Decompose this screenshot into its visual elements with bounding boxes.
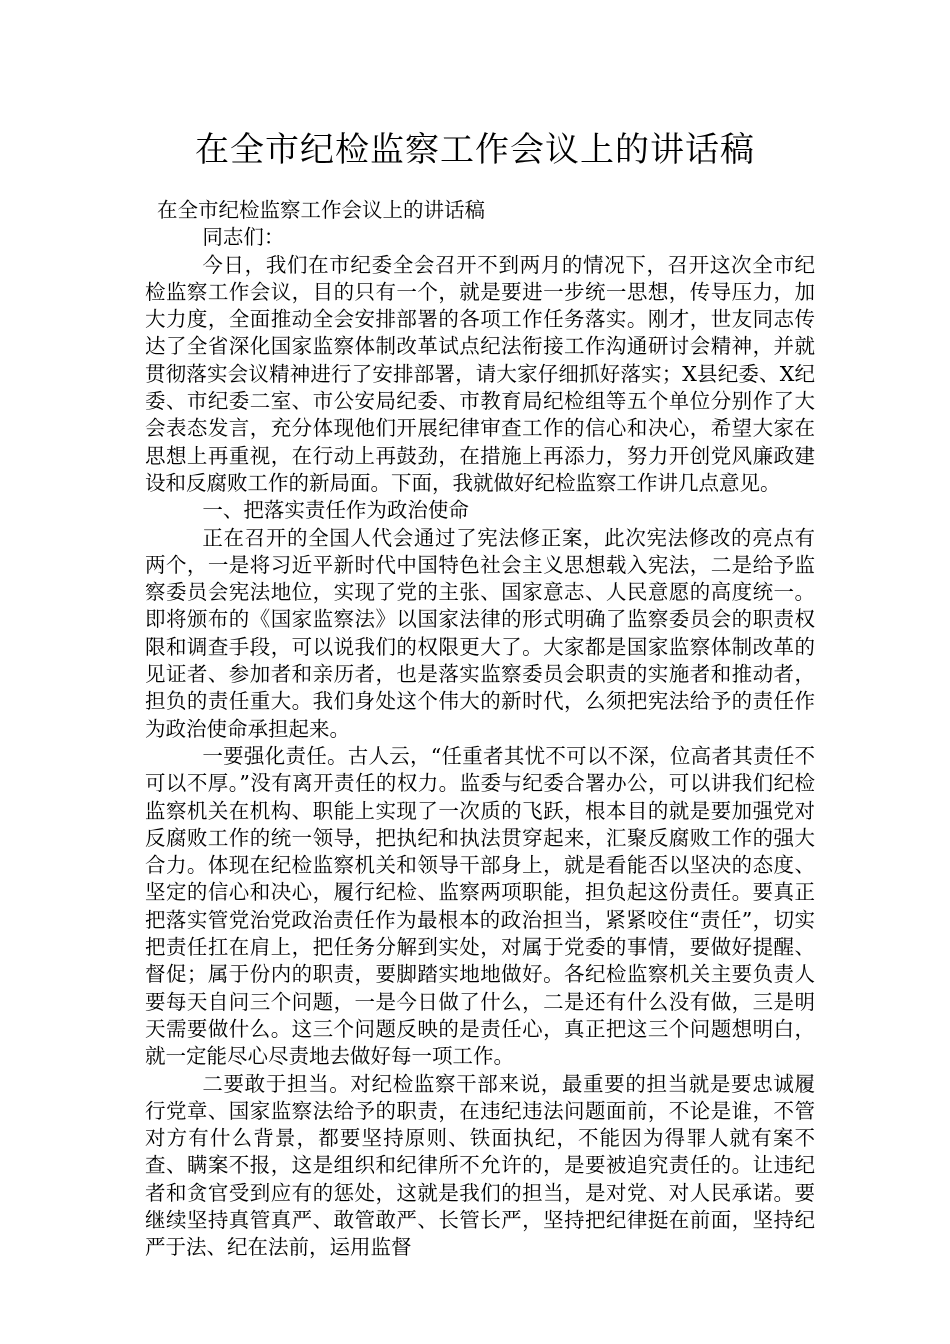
paragraph-responsibility: 一要强化责任。古人云，“任重者其忧不可以不深，位高者其责任不可以不厚。”没有离开责任的权力。监委与纪委合署办公，可以讲我们纪检监察机关在机构、职能上实现了一次质的飞跃，根本目的就是要加强党对反腐败工作的统一领导，把执纪和执法贯穿起来，汇聚反腐败工作的强大合力。体现在纪检监察机关和领导干部身上，就是看能否以坚决的态度、坚定的信心和决心，履行纪检、监察两项职能，担负起这份责任。要真正把落实管党治党政治责任作为最根本的政治担当，紧紧咬住“责任”，切实把责任扛在肩上，把任务分解到实处，对属于党委的事情，要做好提醒、督促；属于份内的职责，要脚踏实地地做好。各纪检监察机关主要负责人要每天自问三个问题，一是今日做了什么，二是还有什么没有做，三是明天需要做什么。这三个问题反映的是责任心，真正把这三个问题想明白，就一定能尽心尽责地去做好每一项工作。: [145, 743, 815, 1069]
paragraph-intro: 今日，我们在市纪委全会召开不到两月的情况下，召开这次全市纪检监察工作会议，目的只有一个，就是要进一步统一思想，传导压力，加大力度，全面推动全会安排部署的各项工作任务落实。刚才，世友同志传达了全省深化国家监察体制改革试点纪法衔接工作沟通研讨会精神，并就贯彻落实会议精神进行了安排部署，请大家仔细抓好落实；X县纪委、X纪委、市纪委二室、市公安局纪委、市教育局纪检组等五个单位分别作了大会表态发言，充分体现他们开展纪律审查工作的信心和决心，希望大家在思想上再重视，在行动上再鼓劲，在措施上再添力，努力开创党风廉政建设和反腐败工作的新局面。下面，我就做好纪检监察工作讲几点意见。: [145, 252, 815, 495]
document-body: [145, 197, 815, 1262]
paragraph-constitution: 正在召开的全国人代会通过了宪法修正案，此次宪法修改的亮点有两个，一是将习近平新时代中国特色社会主义思想载入宪法，二是给予监察委员会宪法地位，实现了党的主张、国家意志、人民意愿的高度统一。即将颁布的《国家监察法》以国家法律的形式明确了监察委员会的职责权限和调查手段，可以说我们的权限更大了。大家都是国家监察体制改革的见证者、参加者和亲历者，也是落实监察委员会职责的实施者和推动者，担负的责任重大。我们身处这个伟大的新时代，么须把宪法给予的责任作为政治使命承担起来。: [145, 525, 815, 741]
document-subtitle: 在全市纪检监察工作会议上的讲话稿: [157, 198, 485, 222]
paragraph-commitment: 二要敢于担当。对纪检监察干部来说，最重要的担当就是要忠诚履行党章、国家监察法给予的职责，在违纪违法问题面前，不论是谁，不管对方有什么背景，都要坚持原则、铁面执纪，不能因为得罪人就有案不查、瞒案不报，这是组织和纪律所不允许的，是要被追究责任的。让违纪者和贪官受到应有的惩处，这就是我们的担当，是对党、对人民承诺。要继续坚持真管真严、敢管敢严、长管长严，坚持把纪律挺在前面，坚持纪严于法、纪在法前，运用监督: [145, 1071, 815, 1260]
document-title: 在全市纪检监察工作会议上的讲话稿: [195, 130, 755, 170]
section-heading-1: 一、把落实责任作为政治使命: [202, 498, 469, 523]
salutation: 同志们：: [202, 225, 285, 250]
